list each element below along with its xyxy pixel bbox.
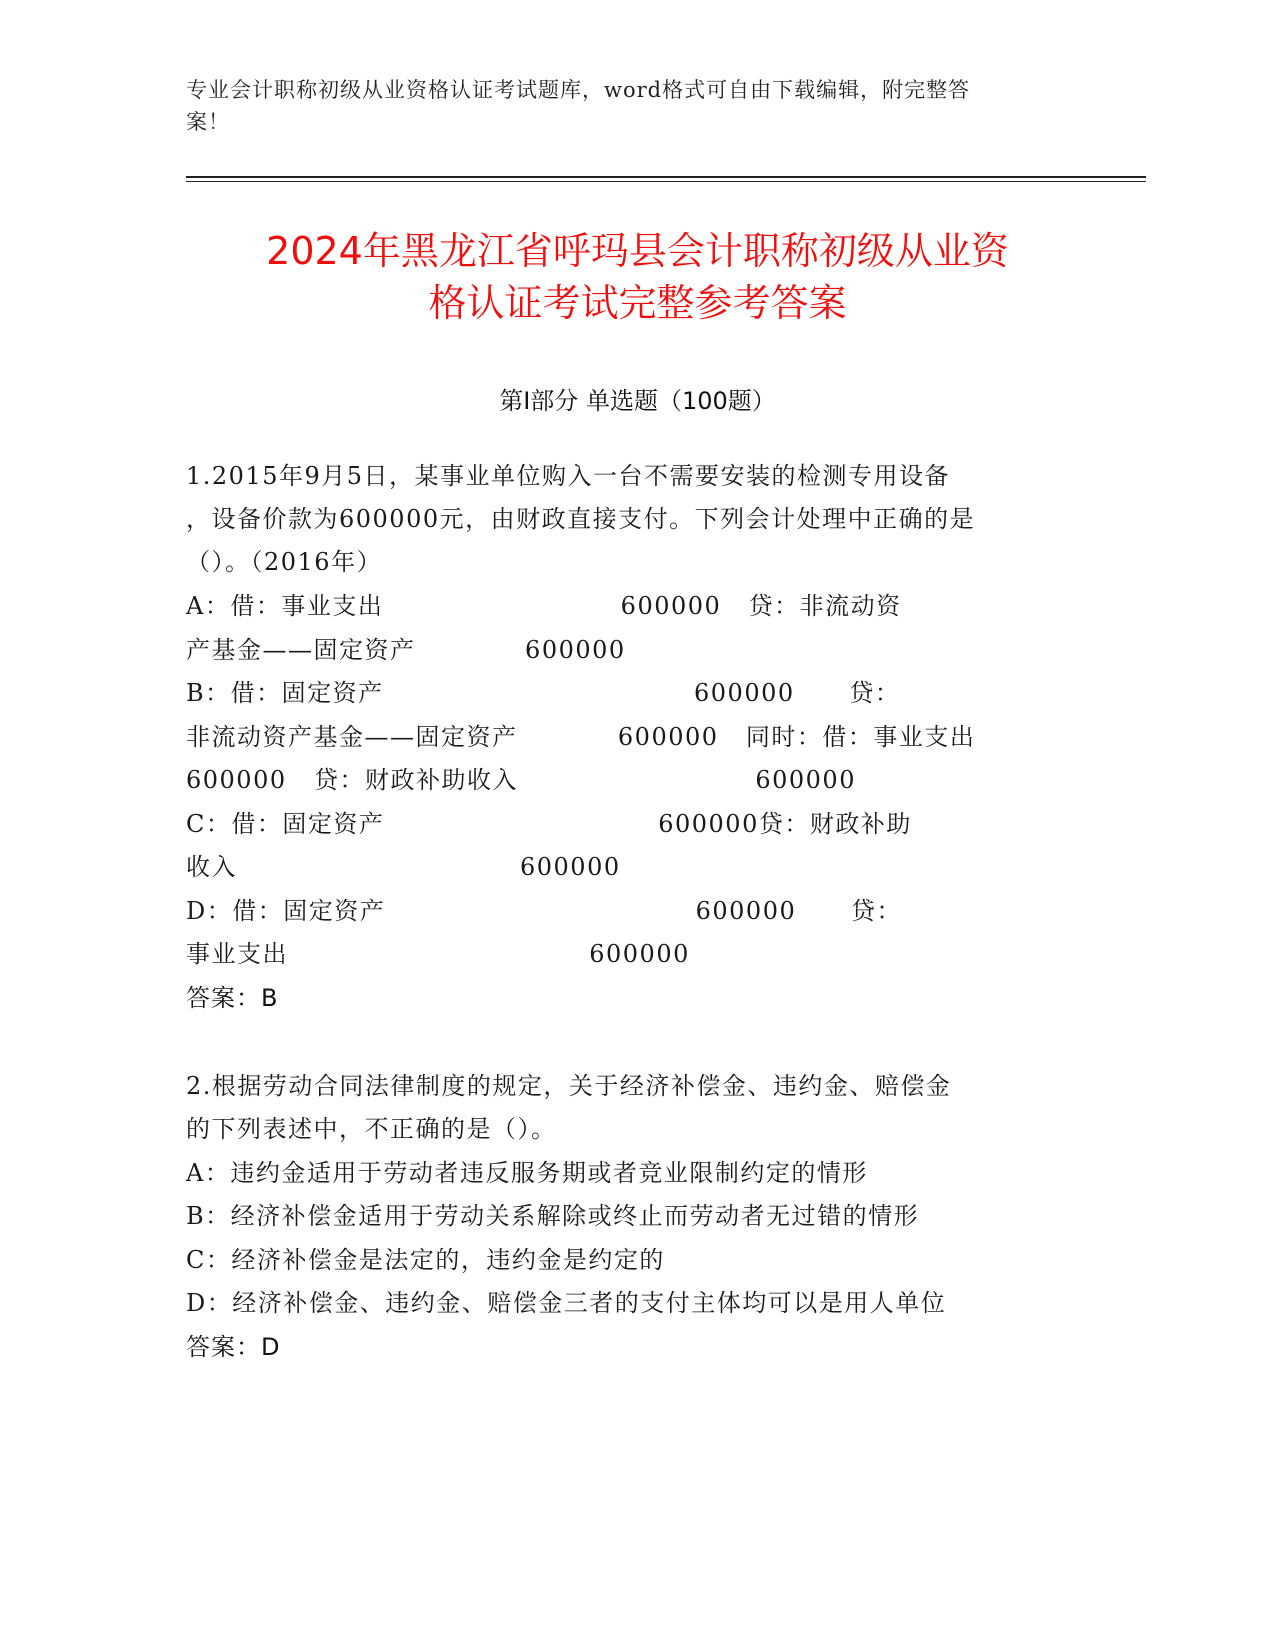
document-title bbox=[140, 225, 1135, 329]
question-2-option-a: A：违约金适用于劳动者违反服务期或者竞业限制约定的情形 bbox=[186, 1159, 868, 1187]
question-1-option-line-1: A：借：事业支出 600000 贷：非流动资 bbox=[186, 592, 902, 620]
header-divider-thin bbox=[186, 181, 1146, 182]
question-1-option-line-3: B：借：固定资产 600000 贷： bbox=[186, 679, 901, 707]
question-1-stem-line-1: 1.2015年9月5日，某事业单位购入一台不需要安装的检测专用设备 bbox=[186, 462, 951, 490]
header-divider-thick bbox=[186, 176, 1146, 178]
question-2-stem-line-1: 2.根据劳动合同法律制度的规定，关于经济补偿金、违约金、赔偿金 bbox=[186, 1072, 952, 1100]
question-1-option-line-2: 产基金——固定资产 600000 bbox=[186, 636, 626, 664]
document-title-line-2: 格认证考试完整参考答案 bbox=[428, 281, 847, 325]
question-2-option-c: C：经济补偿金是法定的，违约金是约定的 bbox=[186, 1246, 665, 1274]
header-note bbox=[186, 74, 1076, 138]
question-1-option-line-8: D：借：固定资产 600000 贷： bbox=[186, 897, 903, 925]
header-note-line-2: 案！ bbox=[186, 110, 230, 134]
question-1-answer: 答案：B bbox=[186, 984, 279, 1012]
question-1-stem-line-2: ，设备价款为600000元，由财政直接支付。下列会计处理中正确的是 bbox=[186, 505, 976, 533]
question-2-option-b: B：经济补偿金适用于劳动关系解除或终止而劳动者无过错的情形 bbox=[186, 1202, 920, 1230]
question-1-option-line-6: C：借：固定资产 600000贷：财政补助 bbox=[186, 810, 912, 838]
question-1-stem-line-3: （）。（2016年） bbox=[186, 548, 383, 576]
question-1-option-line-9: 事业支出 600000 bbox=[186, 940, 690, 968]
section-heading: 第Ⅰ部分 单选题（100题） bbox=[499, 387, 776, 415]
question-2-answer: 答案：D bbox=[186, 1333, 281, 1361]
question-1-option-line-4: 非流动资产基金——固定资产 600000 同时：借：事业支出 bbox=[186, 723, 976, 751]
question-2-option-d: D：经济补偿金、违约金、赔偿金三者的支付主体均可以是用人单位 bbox=[186, 1289, 947, 1317]
question-1-option-line-5: 600000 贷：财政补助收入 600000 bbox=[186, 766, 856, 794]
document-title-line-1: 2024年黑龙江省呼玛县会计职称初级从业资 bbox=[266, 229, 1009, 273]
question-2-stem-line-2: 的下列表述中，不正确的是（）。 bbox=[186, 1115, 557, 1143]
question-1-option-line-7: 收入 600000 bbox=[186, 853, 621, 881]
header-note-line-1: 专业会计职称初级从业资格认证考试题库，word格式可自由下载编辑，附完整答 bbox=[186, 78, 971, 102]
